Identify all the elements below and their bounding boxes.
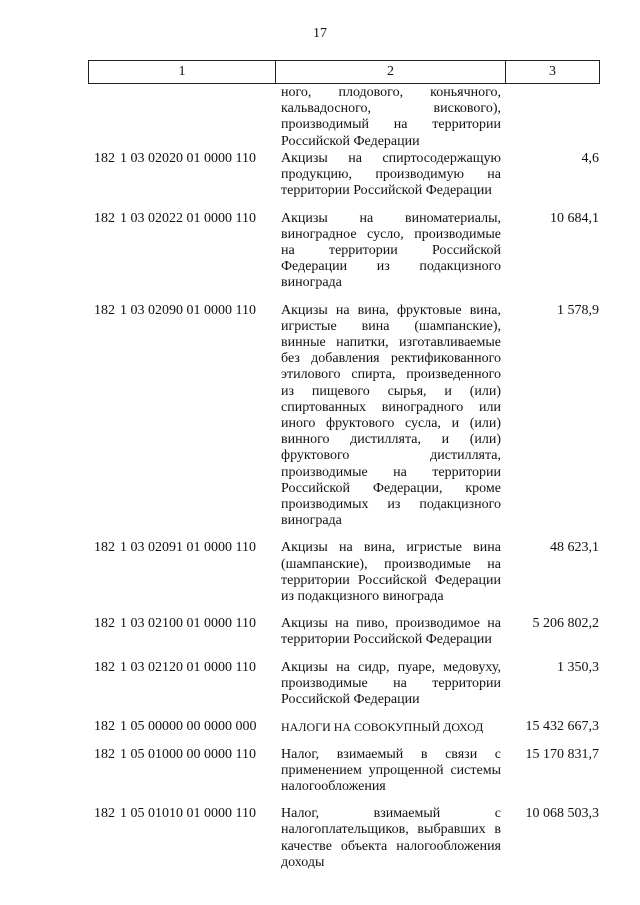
page-number: 17 — [313, 26, 327, 41]
admin-code: 182 — [94, 719, 115, 735]
table-body — [88, 151, 600, 882]
revenue-name: Акцизы на пиво, производимое на территории Российской Федерации — [281, 616, 501, 648]
budget-code: 1 05 00000 00 0000 000 — [120, 719, 257, 735]
amount: 4,6 — [581, 151, 599, 166]
amount: 5 206 802,2 — [532, 616, 599, 632]
amount: 15 170 831,7 — [525, 746, 599, 762]
header-col-3: 3 — [549, 64, 556, 79]
header-col-2: 2 — [276, 61, 506, 83]
revenue-name: НАЛОГИ НА СОВОКУПНЫЙ ДОХОД — [281, 720, 484, 735]
amount: 48 623,1 — [550, 540, 599, 556]
revenue-name: Акцизы на сидр, пуаре, медовуху, производимые на территории Российской Федерации — [281, 659, 501, 708]
budget-code: 1 03 02020 01 0000 110 — [120, 151, 256, 166]
budget-code: 1 03 02100 01 0000 110 — [120, 616, 256, 632]
admin-code: 182 — [94, 302, 115, 318]
revenue-name: Акцизы на виноматериалы, виноградное сусло, производимые на территории Российской Федерации из подакцизного винограда — [281, 210, 501, 291]
revenue-name: Акцизы на вина, игристые вина (шампанские), производимые на территории Российской Федерации из подакцизного винограда — [281, 540, 501, 605]
revenue-name: Акцизы на спиртосодержащую продукцию, производимую на территории Российской Федерации — [281, 151, 501, 199]
table-row — [88, 806, 600, 871]
table-header — [88, 60, 600, 84]
amount: 10 068 503,3 — [525, 806, 599, 822]
table-row — [88, 719, 600, 735]
table-row — [88, 616, 600, 648]
table-row — [88, 747, 600, 796]
table-row — [88, 211, 600, 292]
budget-code: 1 05 01010 01 0000 110 — [120, 806, 256, 822]
amount: 1 350,3 — [557, 659, 599, 675]
revenue-name: Акцизы на вина, фруктовые вина, игристые вина (шампанские), винные напитки, изготавливаемые без добавления ректификованного этилового спирта, произведенного из пищевого сырья, и (или) спиртованных виноградного или иного фруктового сусла, и (или) винного дистиллята, и (или) фруктового дистиллята, производимые на территории Российской Федерации, кроме производимых из подакцизного винограда — [281, 302, 501, 529]
amount: 1 578,9 — [557, 302, 599, 318]
table-row — [88, 540, 600, 605]
header-col-1: 1 — [89, 61, 276, 83]
admin-code: 182 — [94, 151, 115, 166]
revenue-name: Налог, взимаемый в связи с применением упрощенной системы налогообложения — [281, 746, 501, 794]
admin-code: 182 — [94, 616, 115, 632]
budget-code: 1 03 02022 01 0000 110 — [120, 210, 256, 226]
budget-code: 1 03 02090 01 0000 110 — [120, 302, 256, 318]
table-row — [88, 151, 600, 200]
admin-code: 182 — [94, 210, 115, 226]
admin-code: 182 — [94, 806, 115, 822]
budget-code: 1 03 02120 01 0000 110 — [120, 659, 256, 675]
admin-code: 182 — [94, 659, 115, 675]
continued-row-name: ного, плодового, коньячного, кальвадосного, вискового), производимый на территории Российской Федерации — [281, 85, 501, 149]
amount: 15 432 667,3 — [525, 719, 599, 735]
budget-code: 1 05 01000 00 0000 110 — [120, 746, 256, 762]
table-row — [88, 303, 600, 530]
admin-code: 182 — [94, 746, 115, 762]
revenue-name: Налог, взимаемый с налогоплательщиков, выбравших в качестве объекта налогообложения доходы — [281, 806, 501, 870]
admin-code: 182 — [94, 540, 115, 556]
budget-code: 1 03 02091 01 0000 110 — [120, 540, 256, 556]
table-row — [88, 660, 600, 709]
amount: 10 684,1 — [550, 210, 599, 226]
